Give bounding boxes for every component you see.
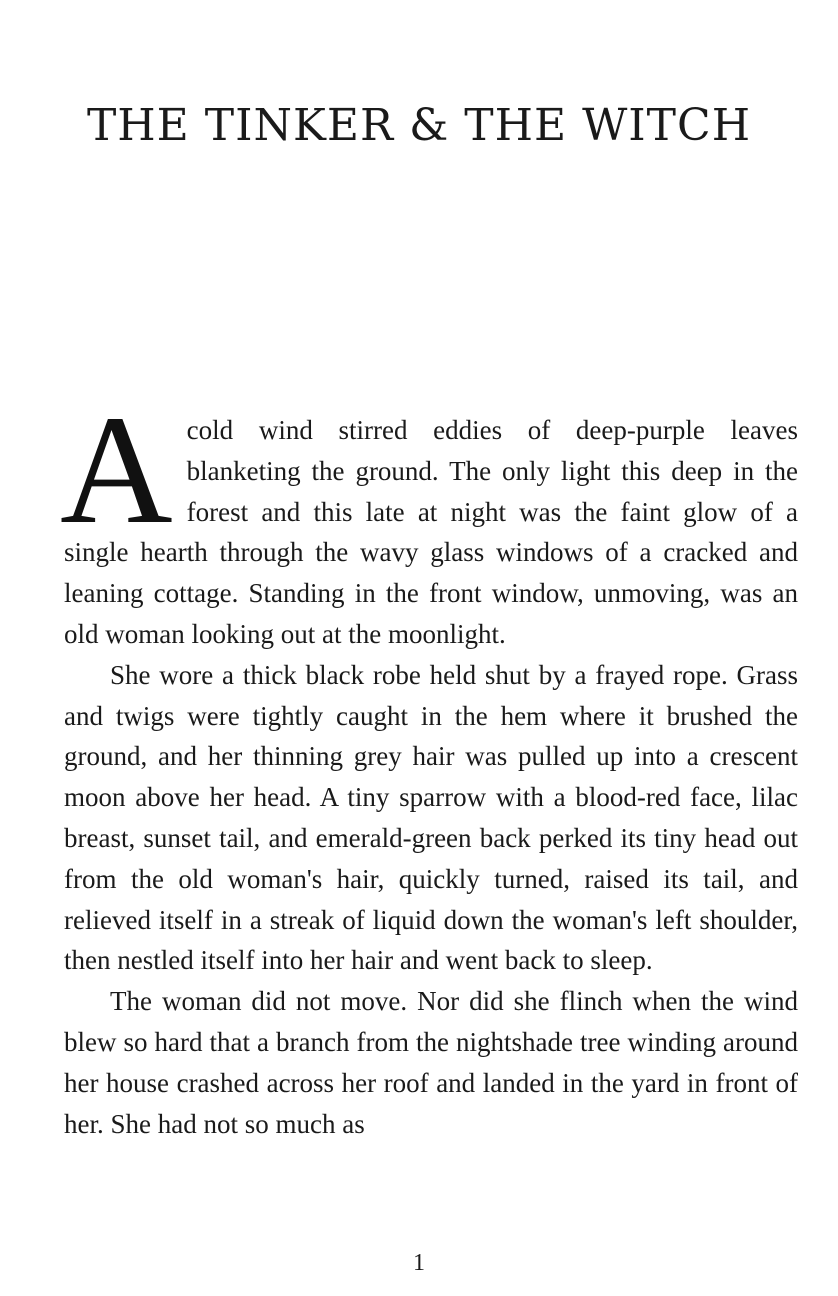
drop-cap: A <box>60 383 173 556</box>
page-number: 1 <box>413 1250 425 1276</box>
paragraph-1 <box>60 383 798 655</box>
paragraph-1-text: cold wind stirred eddies of deep-purple leaves blanketing the ground. The only light this deep in the forest and this late at night was the faint glow of a single hearth through the wavy glass windows of a cracked and leaning cottage. Standing in the front window, unmoving, was an old woman looking out at the moonlight. <box>64 415 798 649</box>
chapter-body <box>60 383 798 1144</box>
paragraph-3: The woman did not move. Nor did she flinch when the wind blew so hard that a branch from the nightshade tree winding around her house crashed across her roof and landed in the yard in front of her. She had not so much as <box>64 986 798 1139</box>
paragraph-2: She wore a thick black robe held shut by a frayed rope. Grass and twigs were tightly caught in the hem where it brushed the ground, and her thinning grey hair was pulled up into a crescent moon above her head. A tiny sparrow with a blood-red face, lilac breast, sunset tail, and emerald-green back perked its tiny head out from the old woman's hair, quickly turned, raised its tail, and relieved itself in a streak of liquid down the woman's left shoulder, then nestled itself into her hair and went back to sleep. <box>64 659 798 976</box>
chapter-title: THE TINKER & THE WITCH <box>86 100 752 151</box>
